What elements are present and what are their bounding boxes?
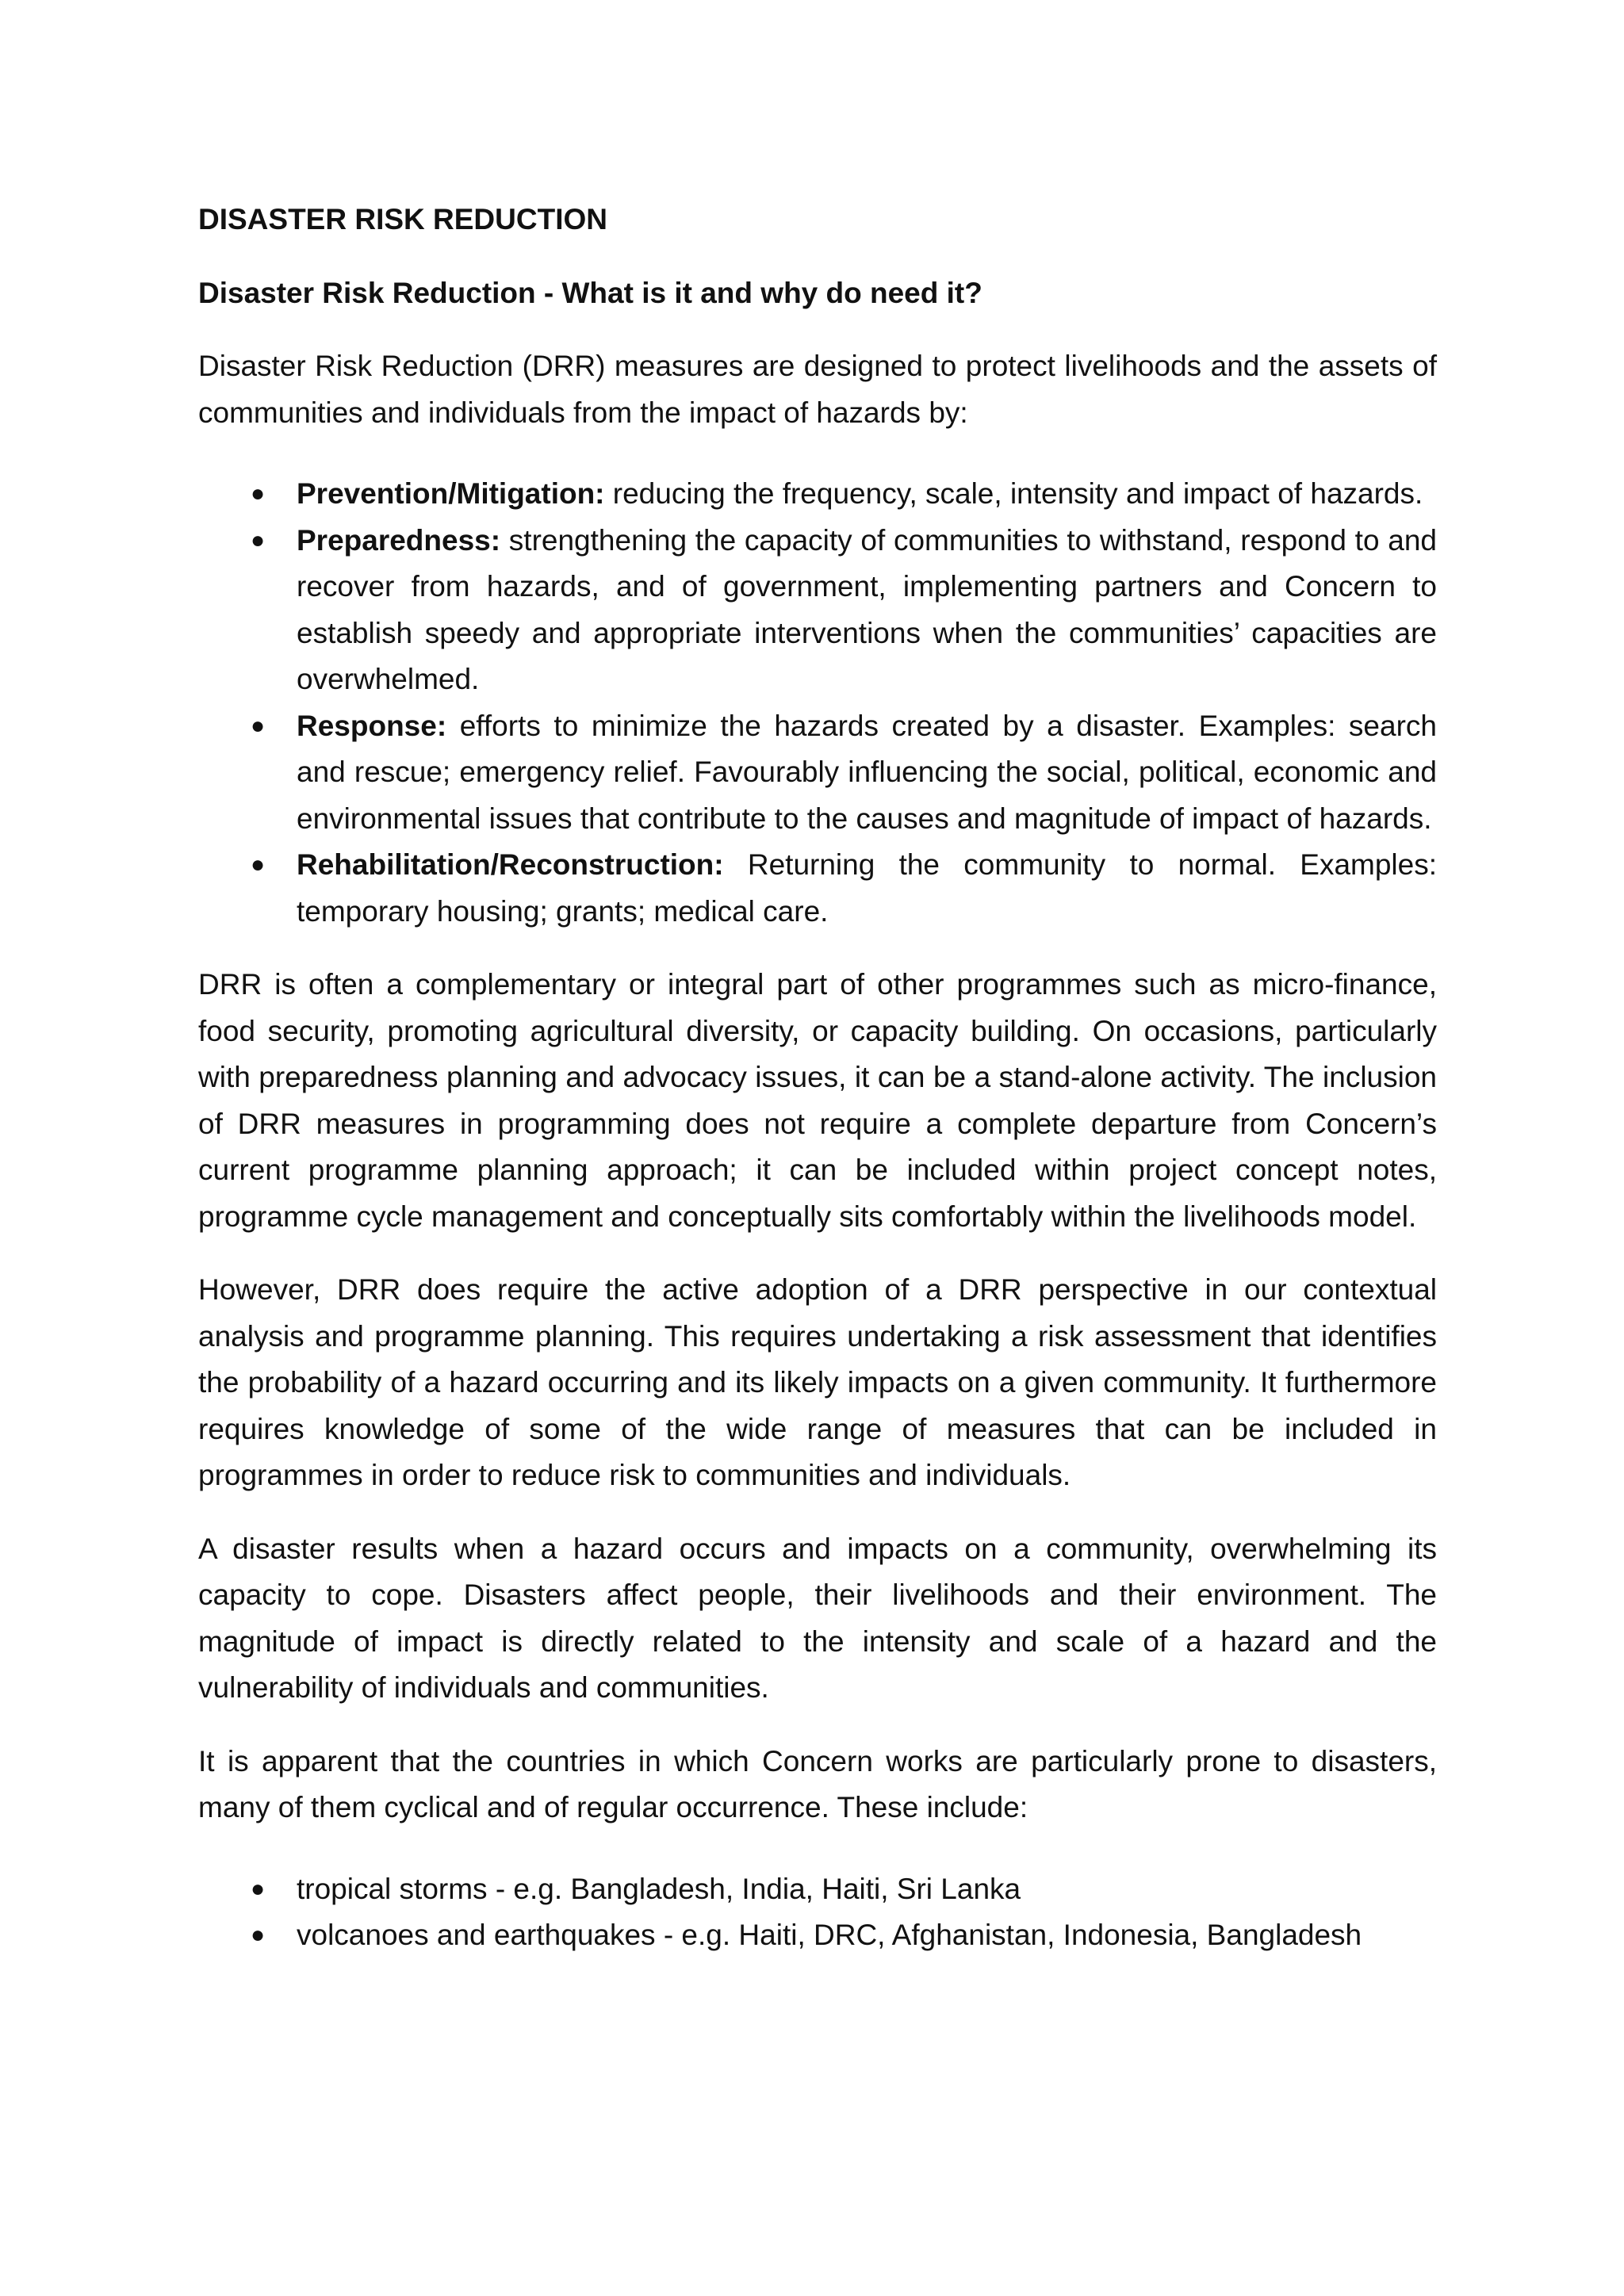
document-title: DISASTER RISK REDUCTION: [198, 203, 607, 235]
section-heading: Disaster Risk Reduction - What is it and why do need it?: [198, 276, 982, 309]
intro-paragraph: Disaster Risk Reduction (DRR) measures are designed to protect livelihoods and the assets of communities and individuals from the impact of hazards by:: [198, 350, 1437, 429]
measure-term: Prevention/Mitigation:: [297, 477, 605, 510]
list-item: [198, 1866, 1437, 1913]
bullet-icon: ●: [251, 712, 266, 739]
document-page: [198, 197, 1437, 1986]
measure-term: Response:: [297, 709, 447, 742]
hazard-example: volcanoes and earthquakes - e.g. Haiti, DRC, Afghanistan, Indonesia, Bangladesh: [297, 1919, 1362, 1951]
list-item: [198, 471, 1437, 518]
bullet-icon: ●: [251, 1875, 266, 1902]
list-item: [198, 842, 1437, 935]
measure-description: efforts to minimize the hazards created by a disaster. Examples: search and rescue; emergency relief. Favourably influencing the social, political, economic and environmental issues that contribute to the causes and magnitude of impact of hazards.: [297, 709, 1437, 835]
hazard-example: tropical storms - e.g. Bangladesh, India, Haiti, Sri Lanka: [297, 1872, 1021, 1905]
bullet-icon: ●: [251, 1922, 266, 1948]
measure-description: reducing the frequency, scale, intensity and impact of hazards.: [604, 477, 1423, 510]
measure-description: strengthening the capacity of communities to withstand, respond to and recover from hazards, and of government, implementing partners and Concern to establish speedy and appropriate interventions when the communities’ capacities are overwhelmed.: [297, 523, 1437, 695]
body-paragraph: However, DRR does require the active adoption of a DRR perspective in our contextual analysis and programme planning. This requires undertaking a risk assessment that identifies the probability of a hazard occurring and its likely impacts on a given community. It furthermore requires knowledge of some of the wide range of measures that can be included in programmes in order to reduce risk to communities and individuals.: [198, 1273, 1437, 1491]
list-item: [198, 1912, 1437, 1959]
body-paragraph: A disaster results when a hazard occurs and impacts on a community, overwhelming its capacity to cope. Disasters affect people, their livelihoods and their environment. The magnitude of impact is directly related to the intensity and scale of a hazard and the vulnerability of individuals and communities.: [198, 1532, 1437, 1704]
bullet-icon: ●: [251, 480, 266, 507]
measure-description: Returning the community to normal. Examples: temporary housing; grants; medical care.: [297, 848, 1437, 928]
body-paragraph: DRR is often a complementary or integral part of other programmes such as micro-finance, food security, promoting agricultural diversity, or capacity building. On occasions, particularly with preparedness planning and advocacy issues, it can be a stand-alone activity. The inclusion of DRR measures in programming does not require a complete departure from Concern’s current programme planning approach; it can be included within project concept notes, programme cycle management and conceptually sits comfortably within the livelihoods model.: [198, 968, 1437, 1233]
measure-term: Preparedness:: [297, 523, 501, 557]
bullet-icon: ●: [251, 526, 266, 553]
body-paragraph: It is apparent that the countries in which Concern works are particularly prone to disasters, many of them cyclical and of regular occurrence. These include:: [198, 1744, 1437, 1823]
bullet-icon: ●: [251, 851, 266, 878]
list-item: [198, 518, 1437, 703]
drr-measures-list: [198, 471, 1437, 935]
measure-term: Rehabilitation/Reconstruction:: [297, 848, 724, 881]
hazard-examples-list: [198, 1866, 1437, 1959]
list-item: [198, 703, 1437, 843]
